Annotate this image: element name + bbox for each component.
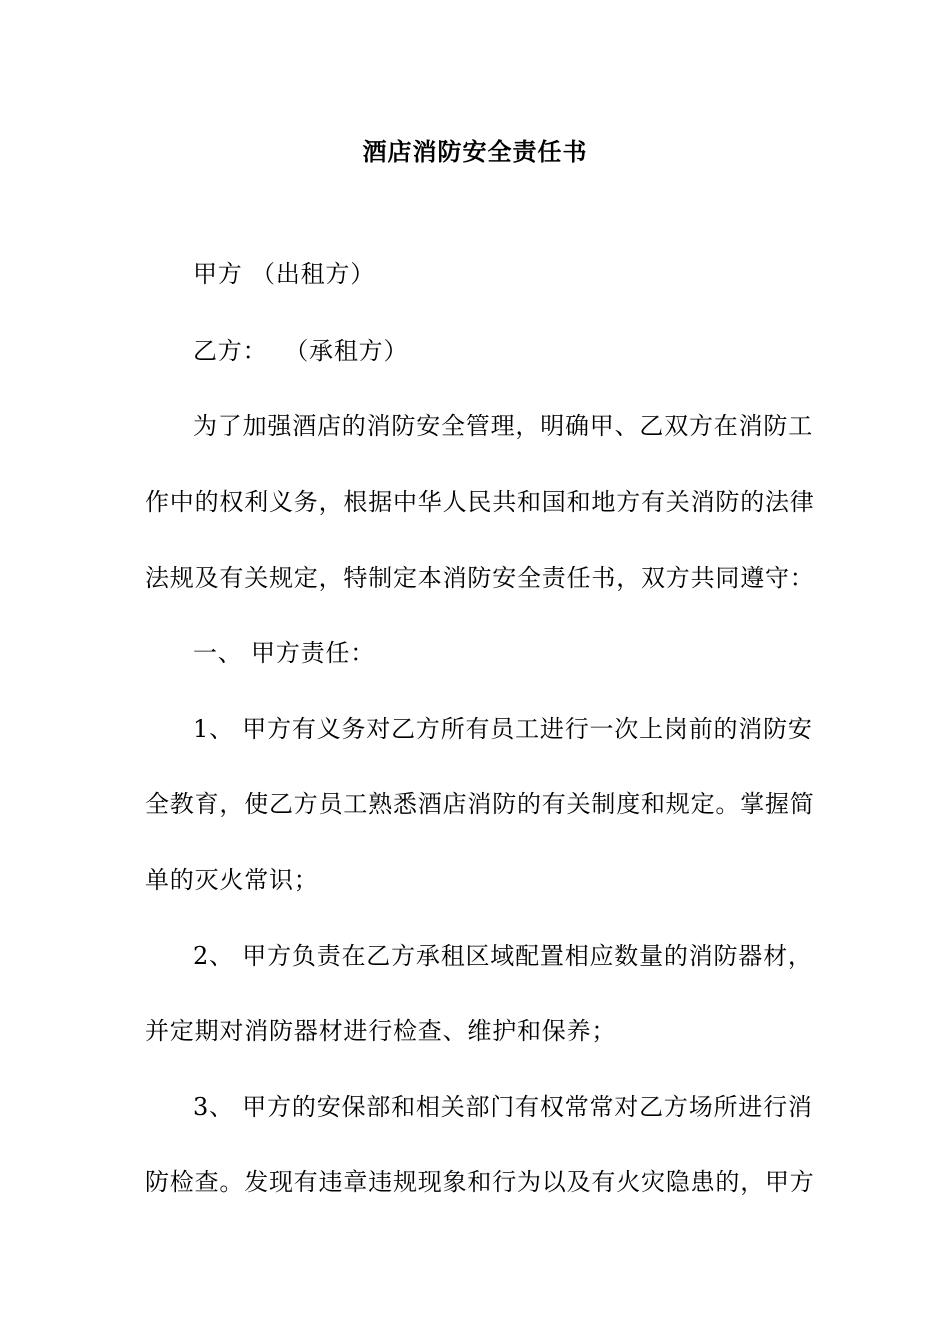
preamble-line-1: 为了加强酒店的消防安全管理，明确甲、乙双方在消防工 [193, 412, 813, 440]
preamble-line-3: 法规及有关规定，特制定本消防安全责任书，双方共同遵守： [145, 564, 815, 592]
item-1-line-2: 全教育，使乙方员工熟悉酒店消防的有关制度和规定。掌握简 [145, 790, 815, 818]
party-a-line: 甲方 （出租方） [193, 260, 376, 288]
item-3-line-2: 防检查。发现有违章违规现象和行为以及有火灾隐患的，甲方 [145, 1168, 815, 1196]
item-2-line-1: 2、 甲方负责在乙方承租区域配置相应数量的消防器材， [193, 942, 813, 970]
section-heading-party-a-duties: 一、 甲方责任： [193, 639, 376, 667]
item-2-line-2: 并定期对消防器材进行检查、维护和保养； [145, 1017, 617, 1045]
item-1-line-3: 单的灭火常识； [145, 866, 319, 894]
party-b-line: 乙方： （承租方） [193, 337, 409, 365]
item-3-line-1: 3、 甲方的安保部和相关部门有权常常对乙方场所进行消 [193, 1093, 813, 1121]
document-title: 酒店消防安全责任书 [362, 137, 588, 166]
item-1-line-1: 1、 甲方有义务对乙方所有员工进行一次上岗前的消防安 [193, 715, 813, 743]
preamble-line-2: 作中的权利义务，根据中华人民共和国和地方有关消防的法律 [145, 488, 815, 516]
